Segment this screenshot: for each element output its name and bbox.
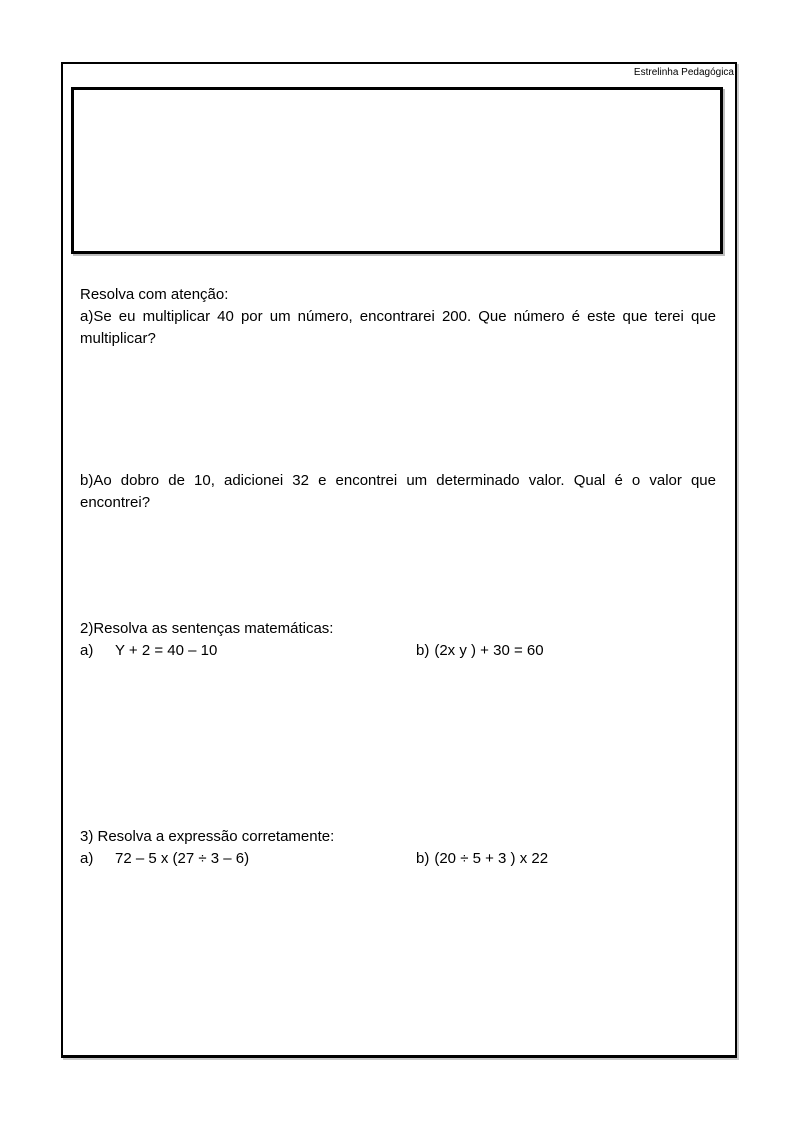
equation-2b-label: b) (416, 642, 430, 659)
equation-2a-expression: Y + 2 = 40 – 10 (115, 642, 218, 659)
equation-2b-expression: (2x y ) + 30 = 60 (434, 642, 544, 659)
section-2-equations (80, 640, 716, 662)
page-border-frame (61, 62, 737, 1058)
section-3 (80, 826, 716, 870)
equation-3b (416, 848, 548, 870)
section-3-title: 3) Resolva a expressão corretamente: (80, 828, 335, 845)
problem-1b (80, 470, 716, 514)
equation-3b-label: b) (416, 850, 430, 867)
equation-3a-expression: 72 – 5 x (27 ÷ 3 – 6) (115, 850, 250, 867)
problem-1a-line-2: multiplicar? (80, 330, 156, 347)
section-2-title: 2)Resolva as sentenças matemáticas: (80, 620, 334, 637)
equation-3a (80, 848, 416, 870)
equation-2a-label: a) (80, 642, 94, 659)
equation-3a-label: a) (80, 850, 94, 867)
equation-2b (416, 640, 544, 662)
section-1-title: Resolva com atenção: (80, 286, 229, 303)
problem-1b-line-1: b)Ao dobro de 10, adicionei 32 e encontrei um determinado valor. Qual é o valor que (80, 472, 716, 489)
section-3-equations (80, 848, 716, 870)
header-box (71, 87, 723, 254)
brand-text: Estrelinha Pedagógica (633, 67, 734, 78)
section-2 (80, 618, 716, 662)
section-1 (80, 284, 716, 350)
equation-3b-expression: (20 ÷ 5 + 3 ) x 22 (434, 850, 549, 867)
equation-2a (80, 640, 416, 662)
problem-1b-line-2: encontrei? (80, 494, 151, 511)
problem-1a-line-1: a)Se eu multiplicar 40 por um número, encontrarei 200. Que número é este que terei que (80, 308, 716, 325)
